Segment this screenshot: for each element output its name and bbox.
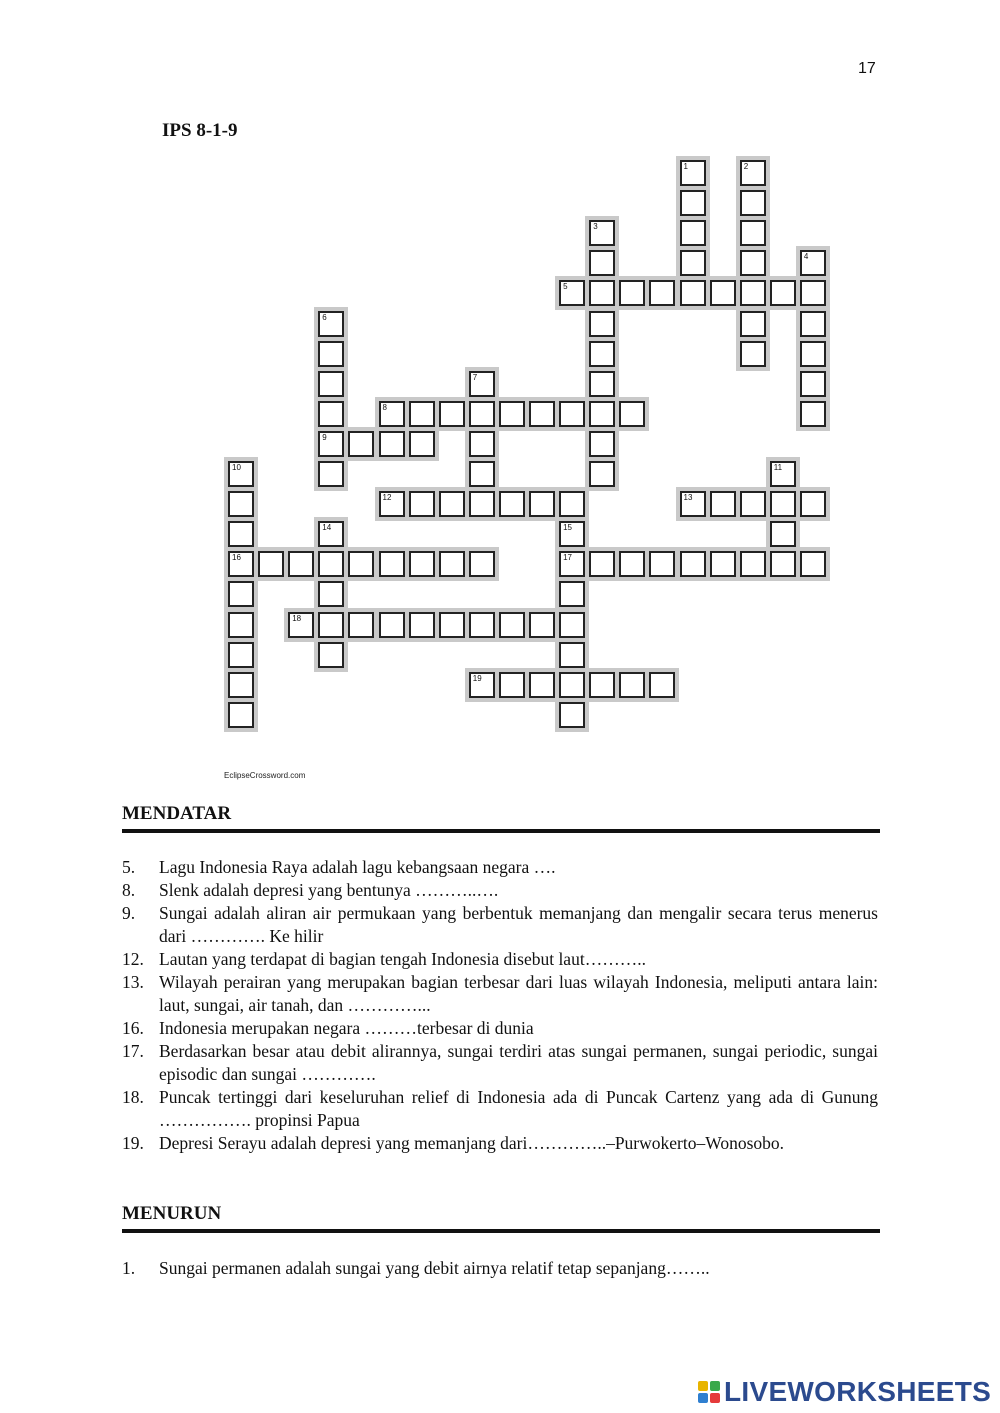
crossword-cell[interactable]	[800, 341, 826, 367]
cell-number: 4	[803, 252, 809, 262]
crossword-cell[interactable]	[619, 401, 645, 427]
crossword-cell[interactable]	[529, 612, 555, 638]
crossword-cell[interactable]	[710, 491, 736, 517]
crossword-cell[interactable]	[800, 551, 826, 577]
crossword-cell[interactable]	[318, 581, 344, 607]
crossword-credit: EclipseCrossword.com	[224, 771, 306, 780]
clue-number: 1.	[122, 1258, 136, 1278]
crossword-cell[interactable]	[228, 461, 254, 487]
crossword-cell[interactable]	[770, 521, 796, 547]
cell-number: 11	[773, 463, 783, 472]
crossword-cell[interactable]	[258, 551, 284, 577]
crossword-cell[interactable]	[649, 672, 675, 698]
cell-number: 6	[322, 312, 327, 322]
crossword-cell[interactable]	[800, 311, 826, 337]
crossword-cell[interactable]	[318, 371, 344, 397]
crossword-cell[interactable]	[559, 581, 585, 607]
crossword-cell[interactable]	[469, 672, 495, 698]
crossword-cell[interactable]	[770, 461, 796, 487]
clue-item	[122, 1017, 878, 1040]
crossword-cell[interactable]	[589, 371, 615, 397]
crossword-cell[interactable]	[589, 551, 615, 577]
crossword-cell[interactable]	[469, 612, 495, 638]
crossword-cell[interactable]	[439, 401, 465, 427]
crossword-cell[interactable]	[288, 551, 314, 577]
cell-number: 13	[683, 493, 693, 503]
crossword-cell[interactable]	[379, 431, 405, 457]
crossword-cell[interactable]	[469, 551, 495, 577]
cell-number: 15	[563, 523, 572, 533]
clue-number: 17.	[122, 1041, 144, 1061]
clue-item	[122, 902, 878, 948]
mendatar-heading: MENDATAR	[122, 803, 880, 833]
crossword-cell[interactable]	[680, 551, 706, 577]
cell-number: 7	[472, 372, 478, 382]
crossword-cell[interactable]	[499, 401, 525, 427]
crossword-cell[interactable]	[559, 401, 585, 427]
menurun-heading: MENURUN	[122, 1203, 880, 1233]
crossword-cell[interactable]	[499, 491, 525, 517]
crossword-cell[interactable]	[318, 612, 344, 638]
crossword-cell[interactable]	[318, 431, 344, 457]
crossword-cell[interactable]	[619, 551, 645, 577]
crossword-cell[interactable]	[770, 280, 796, 306]
crossword-cell[interactable]	[318, 311, 344, 337]
cell-number: 2	[743, 162, 749, 171]
crossword-cell[interactable]	[740, 280, 766, 306]
crossword-cell[interactable]	[318, 642, 344, 668]
menurun-clue-list	[122, 1257, 878, 1280]
clue-text: Slenk adalah depresi yang bentunya ………..….	[159, 880, 499, 900]
cell-number: 12	[382, 493, 392, 503]
crossword-cell[interactable]	[318, 461, 344, 487]
liveworksheets-logo[interactable]	[698, 1376, 991, 1408]
logo-square	[698, 1381, 708, 1391]
crossword-cell[interactable]	[409, 401, 435, 427]
clue-text: Berdasarkan besar atau debit alirannya, sungai terdiri atas sungai permanen, sungai periodic, sungai episodic dan sungai ………….	[159, 1041, 878, 1084]
clue-item	[122, 971, 878, 1017]
clue-item	[122, 948, 878, 971]
crossword-cell[interactable]	[379, 612, 405, 638]
crossword-cell[interactable]	[559, 612, 585, 638]
crossword-cell[interactable]	[740, 250, 766, 276]
crossword-cell[interactable]	[800, 401, 826, 427]
crossword-cell[interactable]	[318, 341, 344, 367]
crossword-cell[interactable]	[288, 612, 314, 638]
crossword-cell[interactable]	[439, 491, 465, 517]
clue-number: 9.	[122, 903, 136, 923]
crossword-cell[interactable]	[228, 612, 254, 638]
cell-number: 9	[322, 432, 327, 442]
crossword-cell[interactable]	[529, 401, 555, 427]
crossword-cell[interactable]	[469, 431, 495, 457]
logo-square	[710, 1381, 720, 1391]
crossword-cell[interactable]	[469, 371, 495, 397]
crossword-cell[interactable]	[318, 551, 344, 577]
crossword-cell[interactable]	[318, 521, 344, 547]
cell-number: 5	[563, 282, 568, 292]
crossword-cell[interactable]	[589, 311, 615, 337]
crossword-cell[interactable]	[740, 190, 766, 216]
crossword-cell[interactable]	[680, 190, 706, 216]
crossword-cell[interactable]	[228, 702, 254, 728]
clue-text: Lagu Indonesia Raya adalah lagu kebangsaan negara ….	[159, 857, 556, 877]
crossword-cell[interactable]	[619, 672, 645, 698]
crossword-cell[interactable]	[529, 672, 555, 698]
logo-square	[698, 1393, 708, 1403]
clue-item	[122, 1257, 878, 1280]
crossword-cell[interactable]	[348, 551, 374, 577]
crossword-cell[interactable]	[469, 401, 495, 427]
clue-number: 12.	[122, 949, 144, 969]
crossword-cell[interactable]	[680, 160, 706, 186]
crossword-cell[interactable]	[589, 401, 615, 427]
clue-text: Puncak tertinggi dari keseluruhan relief di Indonesia ada di Puncak Cartenz yang ada di Gunung ……………. propinsi Papua	[159, 1087, 878, 1130]
crossword-cell[interactable]	[559, 491, 585, 517]
crossword-cell[interactable]	[379, 401, 405, 427]
crossword-cell[interactable]	[318, 401, 344, 427]
cell-number: 8	[382, 402, 387, 412]
crossword-cell[interactable]	[228, 581, 254, 607]
crossword-cell[interactable]	[589, 431, 615, 457]
clue-number: 8.	[122, 880, 136, 900]
crossword-cell[interactable]	[589, 461, 615, 487]
cell-number: 17	[563, 553, 572, 563]
crossword-cell[interactable]	[379, 491, 405, 517]
crossword-cell[interactable]	[379, 551, 405, 577]
crossword-cell[interactable]	[348, 431, 374, 457]
crossword-cell[interactable]	[680, 250, 706, 276]
crossword-cell[interactable]	[770, 551, 796, 577]
clue-number: 16.	[122, 1018, 144, 1038]
crossword-cell[interactable]	[649, 280, 675, 306]
clue-text: Sungai permanen adalah sungai yang debit airnya relatif tetap sepanjang……..	[159, 1258, 710, 1278]
crossword-cell[interactable]	[228, 551, 254, 577]
crossword-cell[interactable]	[409, 551, 435, 577]
crossword-cell[interactable]	[589, 672, 615, 698]
cell-number: 18	[292, 613, 302, 623]
cell-number: 14	[322, 523, 332, 533]
crossword-cell[interactable]	[439, 551, 465, 577]
crossword-cell[interactable]	[680, 280, 706, 306]
crossword-cell[interactable]	[469, 461, 495, 487]
clue-item	[122, 1132, 878, 1155]
crossword-cell[interactable]	[800, 371, 826, 397]
crossword-cell[interactable]	[559, 702, 585, 728]
cell-number: 1	[683, 162, 688, 171]
liveworksheets-logo-text: LIVEWORKSHEETS	[724, 1376, 992, 1407]
crossword-cell[interactable]	[499, 612, 525, 638]
crossword-cell[interactable]	[409, 612, 435, 638]
cell-number: 10	[232, 463, 241, 472]
crossword-cell[interactable]	[740, 160, 766, 186]
crossword-cell[interactable]	[800, 250, 826, 276]
crossword-cell[interactable]	[409, 431, 435, 457]
crossword-cell[interactable]	[559, 521, 585, 547]
crossword-cell[interactable]	[409, 491, 435, 517]
logo-square	[710, 1393, 720, 1403]
clue-text: Sungai adalah aliran air permukaan yang berbentuk memanjang dan mengalir secara terus menerus dari …………. Ke hilir	[159, 903, 878, 946]
crossword-cell[interactable]	[589, 280, 615, 306]
crossword-cell[interactable]	[740, 341, 766, 367]
crossword-cell[interactable]	[559, 280, 585, 306]
crossword-cell[interactable]	[740, 220, 766, 246]
puzzle-title: IPS 8-1-9	[162, 120, 238, 141]
clue-number: 19.	[122, 1133, 144, 1153]
crossword-cell[interactable]	[529, 491, 555, 517]
crossword-cell[interactable]	[228, 672, 254, 698]
crossword-cell[interactable]	[228, 642, 254, 668]
crossword-cell[interactable]	[559, 642, 585, 668]
crossword-cell[interactable]	[740, 491, 766, 517]
clue-number: 5.	[122, 857, 136, 877]
cell-number: 19	[472, 673, 482, 683]
crossword-cell[interactable]	[469, 491, 495, 517]
crossword-cell[interactable]	[680, 491, 706, 517]
crossword-cell[interactable]	[740, 311, 766, 337]
crossword-cell[interactable]	[800, 280, 826, 306]
clue-text: Depresi Serayu adalah depresi yang memanjang dari…………..–Purwokerto–Wonosobo.	[159, 1133, 785, 1153]
crossword-cell[interactable]	[680, 220, 706, 246]
clue-number: 18.	[122, 1087, 144, 1107]
crossword-cell[interactable]	[348, 612, 374, 638]
crossword-cell[interactable]	[770, 491, 796, 517]
crossword-cell[interactable]	[439, 612, 465, 638]
clue-text: Wilayah perairan yang merupakan bagian terbesar dari luas wilayah Indonesia, meliputi antara lain: laut, sungai, air tanah, dan …………...	[159, 972, 878, 1015]
clue-item	[122, 1040, 878, 1086]
crossword-cell[interactable]	[649, 551, 675, 577]
crossword-cell[interactable]	[228, 491, 254, 517]
crossword-cell[interactable]	[619, 280, 645, 306]
clue-number: 13.	[122, 972, 144, 992]
cell-number: 3	[593, 222, 598, 232]
crossword-cell[interactable]	[589, 341, 615, 367]
liveworksheets-logo-icon	[698, 1381, 720, 1403]
crossword-cell[interactable]	[559, 672, 585, 698]
clue-item	[122, 856, 878, 879]
crossword-cell[interactable]	[228, 521, 254, 547]
clue-text: Indonesia merupakan negara ………terbesar di dunia	[159, 1018, 534, 1038]
crossword-cell[interactable]	[710, 551, 736, 577]
mendatar-clue-list	[122, 856, 878, 1155]
crossword-cell[interactable]	[800, 491, 826, 517]
cell-number: 16	[232, 553, 241, 563]
crossword-cell[interactable]	[740, 551, 766, 577]
crossword-cell[interactable]	[710, 280, 736, 306]
crossword-cell[interactable]	[559, 551, 585, 577]
crossword-cell[interactable]	[589, 250, 615, 276]
crossword-cell[interactable]	[499, 672, 525, 698]
page-number: 17	[858, 60, 876, 77]
clue-text: Lautan yang terdapat di bagian tengah Indonesia disebut laut………..	[159, 949, 646, 969]
clue-item	[122, 879, 878, 902]
clue-item	[122, 1086, 878, 1132]
crossword-cell[interactable]	[589, 220, 615, 246]
